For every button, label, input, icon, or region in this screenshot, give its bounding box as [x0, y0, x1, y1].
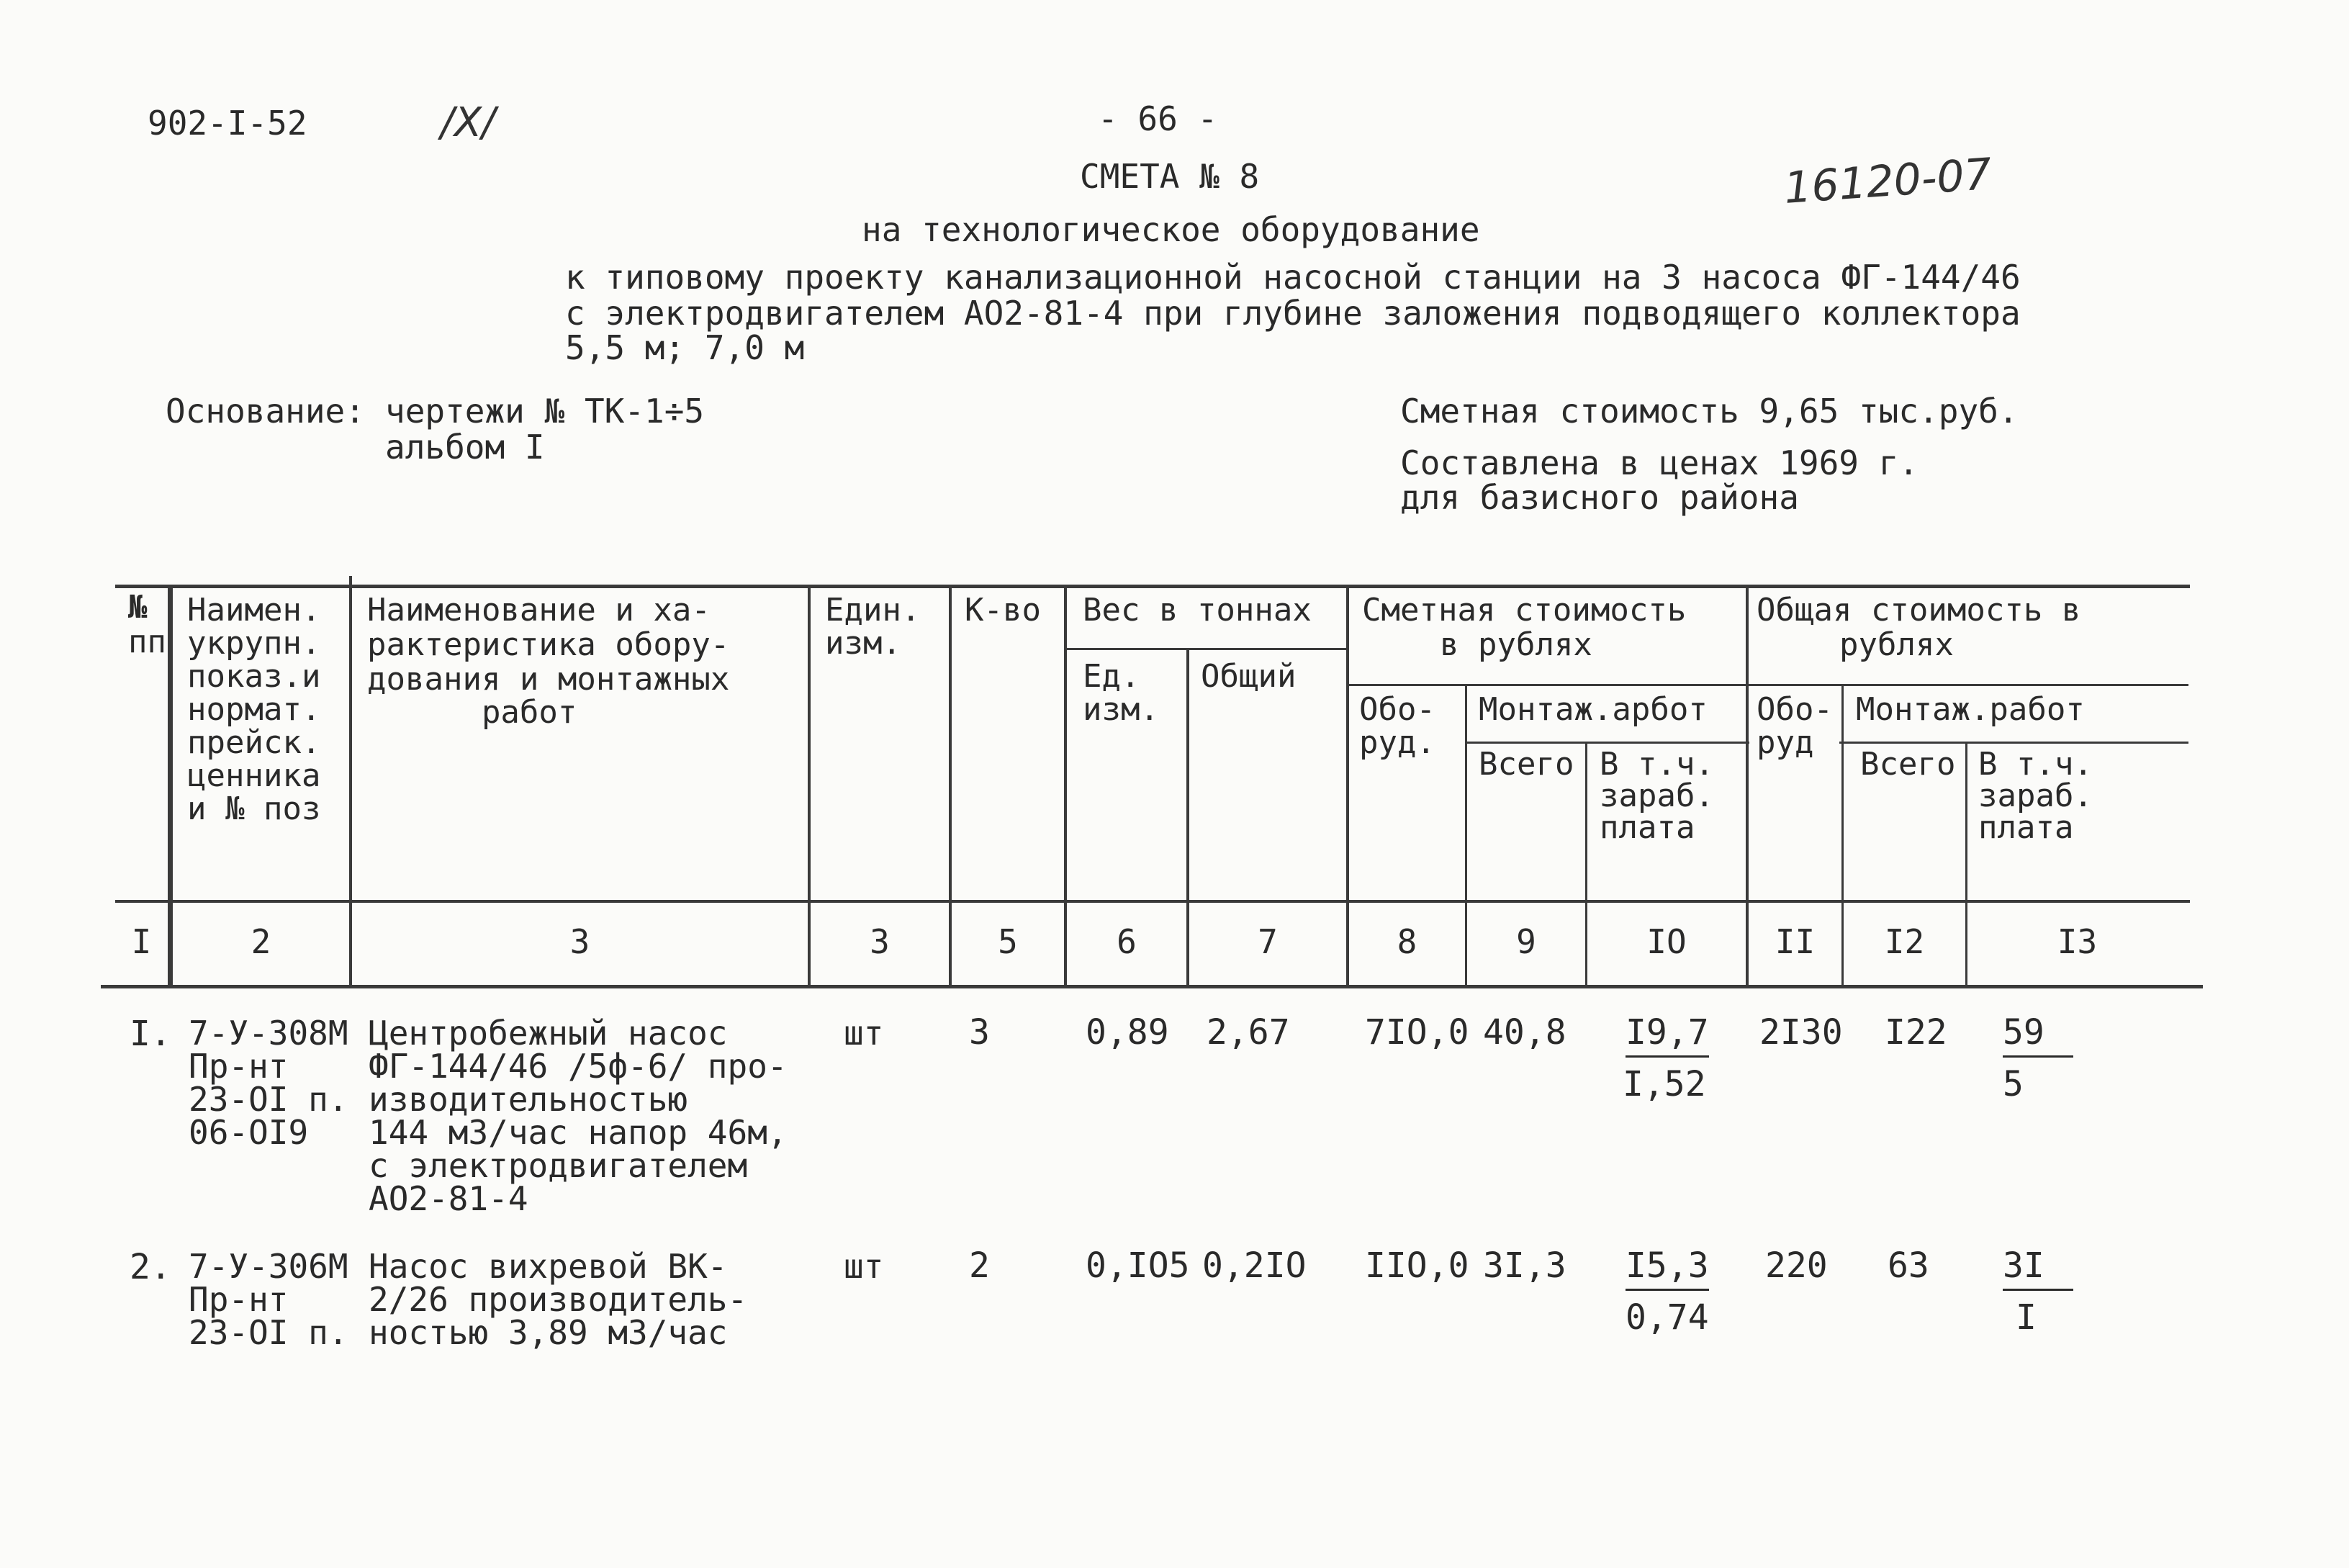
tot-mount-sub-line	[1839, 742, 2188, 744]
handwritten-number: 16120-07	[1782, 149, 1993, 214]
est-cost-sub-line	[1346, 684, 1749, 686]
row-tot-wage-top: 59	[2003, 1012, 2073, 1058]
row-number: I.	[130, 1014, 171, 1054]
header-est-equip: руд.	[1359, 724, 1435, 761]
column-number: I3	[2057, 922, 2098, 961]
row-qty: 2	[969, 1245, 990, 1286]
header-tot-mount: Монтаж.работ	[1856, 691, 2085, 728]
header-est-cost: в рублях	[1440, 626, 1592, 663]
row-number: 2.	[130, 1247, 171, 1287]
header-tot-equip: Обо-	[1757, 691, 1833, 728]
header-no: №	[128, 589, 148, 626]
header-tot-wage: плата	[1978, 809, 2074, 846]
header-tot-wage: В т.ч.	[1978, 746, 2093, 783]
row-name-line: ностью 3,89 м3/час	[369, 1313, 728, 1352]
row-unit: шт	[844, 1247, 884, 1286]
row-est-mount: 3I,3	[1483, 1245, 1566, 1286]
column-number: II	[1775, 922, 1816, 961]
column-number: 9	[1516, 922, 1536, 961]
row-est-wage-bottom: 0,74	[1626, 1297, 1709, 1338]
header-est-total: Всего	[1479, 746, 1574, 783]
row-code-line: 06-OI9	[189, 1113, 309, 1152]
header-weight-total: Общий	[1201, 658, 1297, 695]
row-name-line: изводительностью	[369, 1080, 688, 1119]
tot-cost-sub-line	[1746, 684, 2188, 686]
document-code: 902-I-52	[148, 104, 307, 143]
page-number: - 66 -	[1098, 99, 1218, 138]
header-tot-cost: Общая стоимость в	[1757, 592, 2081, 628]
header-est-cost: Сметная стоимость	[1362, 592, 1687, 628]
header-est-wage: В т.ч.	[1600, 746, 1714, 783]
header-unit: Един.	[825, 592, 921, 628]
weight-sub-line	[1065, 648, 1346, 650]
header-code: нормат.	[187, 691, 321, 728]
row-tot-wage-bottom: I	[2016, 1297, 2037, 1338]
column-number: I2	[1884, 922, 1925, 961]
header-weight-unit: изм.	[1083, 691, 1159, 728]
numbers-bottom-line	[101, 985, 2203, 988]
row-name-line: 2/26 производитель-	[369, 1280, 748, 1319]
header-tot-equip: руд	[1757, 724, 1814, 761]
header-no: пп	[128, 623, 166, 660]
row-weight-total: 2,67	[1207, 1012, 1290, 1053]
column-number: I	[131, 922, 152, 961]
column-number: 7	[1258, 922, 1278, 961]
row-code-line: Пр-нт	[189, 1280, 289, 1319]
basis-line: альбом I	[385, 428, 545, 467]
row-weight-unit: 0,IO5	[1086, 1245, 1190, 1286]
estimate-title: СМЕТА № 8	[1080, 157, 1260, 196]
row-qty: 3	[969, 1012, 990, 1053]
row-code-line: 23-OI п.	[189, 1080, 348, 1119]
header-est-equip: Обо-	[1359, 691, 1435, 728]
row-tot-equip: 220	[1765, 1245, 1828, 1286]
table-top-line	[115, 585, 2190, 588]
row-est-equip: 7IO,0	[1365, 1012, 1469, 1053]
row-code-line: 7-У-306М	[189, 1247, 348, 1286]
est-mount-sub-line	[1465, 742, 1749, 744]
header-code: прейск.	[187, 724, 321, 761]
row-tot-wage-top: 3I	[2003, 1245, 2073, 1291]
row-name-line: Центробежный насос	[369, 1014, 728, 1053]
header-weight-unit: Ед.	[1083, 658, 1140, 695]
col-divider	[349, 576, 352, 985]
description-line: с электродвигателем АО2-81-4 при глубине заложения подводящего коллектора	[565, 294, 2021, 333]
header-name: рактеристика обору-	[367, 626, 730, 663]
description-line: 5,5 м; 7,0 м	[565, 328, 805, 367]
row-code-line: 23-OI п.	[189, 1313, 348, 1352]
row-code-line: Пр-нт	[189, 1047, 289, 1086]
row-est-equip: IIO,0	[1365, 1245, 1469, 1286]
header-unit: изм.	[825, 625, 901, 662]
header-est-wage: плата	[1600, 809, 1695, 846]
row-tot-mount: 63	[1888, 1245, 1929, 1286]
header-est-mount: Монтаж.арбот	[1479, 691, 1708, 728]
row-name-line: с электродвигателем	[369, 1146, 748, 1185]
col-divider	[168, 585, 173, 985]
row-tot-mount: I22	[1885, 1012, 1947, 1053]
header-bottom-line	[115, 900, 2190, 903]
column-number: 3	[569, 922, 590, 961]
row-unit: шт	[844, 1014, 884, 1053]
header-tot-wage: зараб.	[1978, 778, 2093, 814]
estimate-subtitle: на технологическое оборудование	[862, 210, 1480, 249]
row-est-wage-bottom: I,52	[1623, 1064, 1706, 1104]
column-number: IO	[1646, 922, 1687, 961]
prices-line: Составлена в ценах 1969 г.	[1400, 443, 1919, 482]
header-name: дования и монтажных	[367, 661, 730, 698]
header-tot-total: Всего	[1860, 746, 1956, 783]
header-weight: Вес в тоннах	[1083, 592, 1312, 628]
sheet-mark: /X/	[441, 99, 496, 146]
row-name-line: Насос вихревой ВК-	[369, 1247, 728, 1286]
column-number: 5	[998, 922, 1018, 961]
estimated-cost: Сметная стоимость 9,65 тыс.руб.	[1400, 392, 2019, 431]
basis-line: чертежи № ТК-1÷5	[385, 392, 705, 431]
row-est-mount: 40,8	[1483, 1012, 1566, 1053]
column-number: 3	[870, 922, 890, 961]
row-tot-equip: 2I30	[1759, 1012, 1843, 1053]
row-weight-total: 0,2IO	[1202, 1245, 1307, 1286]
row-name-line: 144 м3/час напор 46м,	[369, 1113, 788, 1152]
header-tot-cost: рублях	[1839, 626, 1954, 663]
header-est-wage: зараб.	[1600, 778, 1714, 814]
row-weight-unit: 0,89	[1086, 1012, 1169, 1053]
row-est-wage-top: I9,7	[1626, 1012, 1709, 1058]
header-name: работ	[367, 694, 577, 731]
header-qty: К-во	[965, 592, 1041, 628]
basis-label: Основание:	[166, 392, 365, 431]
row-tot-wage-bottom: 5	[2003, 1064, 2024, 1104]
description-line: к типовому проекту канализационной насосной станции на 3 насоса ФГ-144/46	[565, 258, 2021, 297]
header-code: ценника	[187, 757, 321, 794]
column-number: 8	[1397, 922, 1417, 961]
header-code: и № поз	[187, 790, 321, 827]
header-name: Наименование и ха-	[367, 592, 711, 628]
header-code: показ.и	[187, 658, 321, 695]
prices-line: для базисного района	[1400, 478, 1799, 517]
column-number: 2	[251, 922, 271, 961]
header-code: Наимен.	[187, 592, 321, 628]
row-est-wage-top: I5,3	[1626, 1245, 1709, 1291]
column-number: 6	[1117, 922, 1137, 961]
row-code-line: 7-У-308М	[189, 1014, 348, 1053]
row-name-line: ФГ-144/46 /5ф-6/ про-	[369, 1047, 788, 1086]
header-code: укрупн.	[187, 625, 321, 662]
row-name-line: АО2-81-4	[369, 1179, 528, 1218]
